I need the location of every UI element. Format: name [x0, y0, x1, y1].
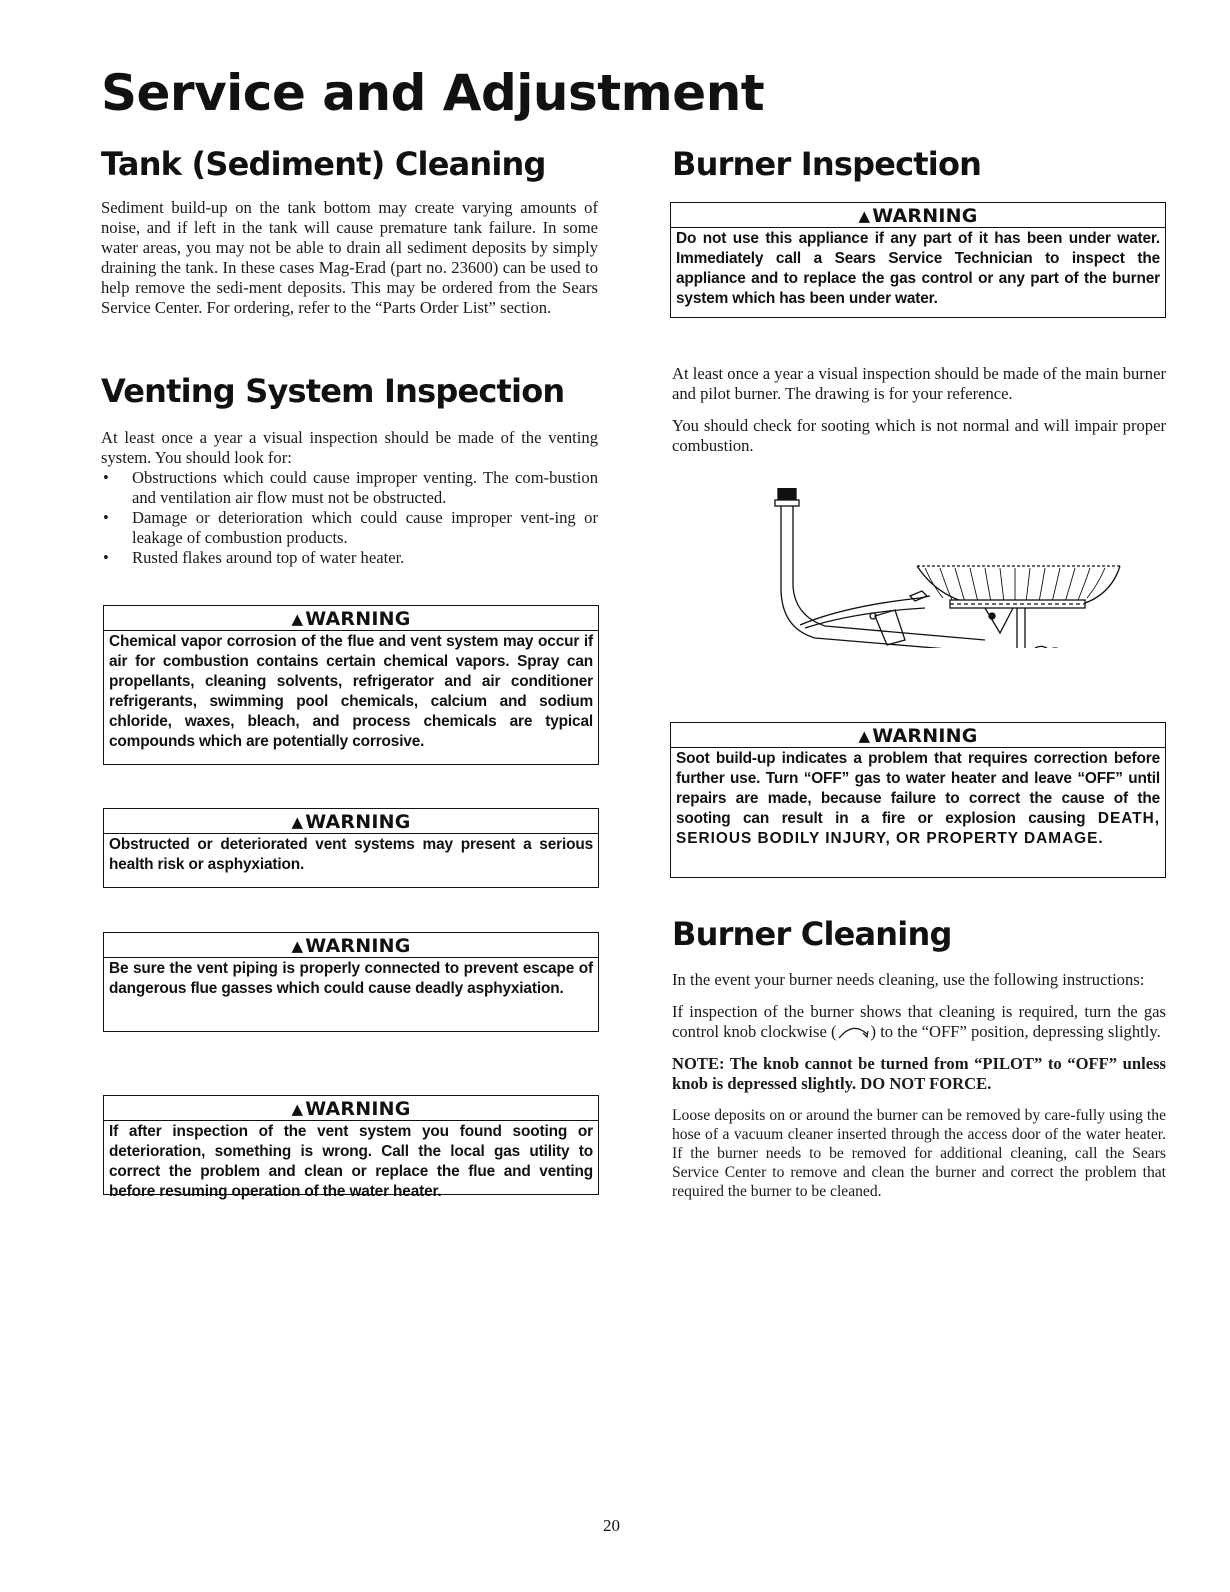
warning-text: Be sure the vent piping is properly connected to prevent escape of dangerous flue gasses which could cause deadly asphyxiation. [109, 960, 593, 997]
tank-cleaning-body [101, 198, 598, 318]
warning-box-sooting-deterioration [103, 1095, 599, 1200]
warning-header: ▲ WARNING [104, 933, 598, 958]
warning-box-under-water [670, 202, 1166, 318]
tank-cleaning-paragraph: Sediment build-up on the tank bottom may create varying amounts of noise, and if left in the tank will cause premature tank failure. In some water areas, you may not be able to drain all sediment deposits by simply draining the tank. In these cases Mag-Erad (part no. 23600) can be used to help remove the sedi-ment deposits. This may be ordered from the Sears Service Center. For ordering, refer to the “Parts Order List” section. [101, 198, 598, 317]
page-number: 20 [603, 1516, 620, 1535]
warning-triangle-icon: ▲ [858, 727, 871, 745]
burner-inspection-heading: Burner Inspection [672, 145, 982, 183]
tank-cleaning-heading: Tank (Sediment) Cleaning [101, 145, 546, 183]
warning-header: ▲ WARNING [671, 723, 1165, 748]
venting-inspection-heading: Venting System Inspection [101, 372, 565, 410]
warning-header: ▲ WARNING [104, 1096, 598, 1121]
checklist-item: • Obstructions which could cause improper venting. The com-bustion and ventilation air flow must not be obstructed. [101, 468, 598, 508]
warning-triangle-icon: ▲ [291, 937, 304, 955]
burner-inspection-para2: You should check for sooting which is not normal and will impair proper combustion. [672, 416, 1166, 455]
burner-cleaning-heading: Burner Cleaning [672, 915, 952, 953]
warning-box-obstructed-vent [103, 808, 599, 888]
warning-box-chemical-vapor [103, 605, 599, 765]
burner-cleaning-para3: Loose deposits on or around the burner can be removed by care-fully using the hose of a vacuum cleaner inserted through the access door of the water heater. If the burner needs to be removed for additional cleaning, call the Sears Service Center to remove and clean the burner and correct the problem that required the burner to be cleaned. [672, 1107, 1166, 1200]
checklist-item: • Damage or deterioration which could cause improper vent-ing or leakage of combustion products. [101, 508, 598, 548]
warning-triangle-icon: ▲ [858, 207, 871, 225]
burner-assembly-drawing [745, 488, 1125, 648]
venting-intro: At least once a year a visual inspection should be made of the venting system. You should look for: [101, 428, 598, 467]
warning-text: Obstructed or deteriorated vent systems may present a serious health risk or asphyxiation. [109, 836, 593, 873]
warning-text: Chemical vapor corrosion of the flue and vent system may occur if air for combustion contains certain chemical vapors. Spray can propellants, cleaning solvents, refrigerator and air conditioner refrigerants, swimming pool chemicals, calcium and sodium chloride, waxes, bleach, and process chemicals are typical compounds which are potentially corrosive. [109, 633, 593, 750]
venting-inspection-body [101, 428, 598, 568]
warning-text: Do not use this appliance if any part of it has been under water. Immediately call a Sears Service Technician to inspect the appliance and to replace the gas control or any part of the burner system which has been under water. [676, 230, 1160, 307]
warning-header: ▲ WARNING [104, 809, 598, 834]
clockwise-arrow-icon [837, 1025, 871, 1039]
burner-inspection-body [672, 364, 1166, 456]
warning-text: Soot build-up indicates a problem that requires correction before further use. Turn “OFF” gas to water heater and leave “OFF” until repairs are made, because failure to correct the cause of the sooting can result in a fire or explosion causing DEATH, SERIOUS BODILY INJURY, OR PROPERTY DAMAGE. [676, 750, 1160, 847]
warning-header: ▲ WARNING [104, 606, 598, 631]
burner-cleaning-para2: If inspection of the burner shows that cleaning is required, turn the gas control knob clockwise ( ) to the “OFF” position, depressing slightly. [672, 1002, 1166, 1041]
burner-cleaning-para1: In the event your burner needs cleaning, use the following instructions: [672, 970, 1145, 989]
warning-text: If after inspection of the vent system you found sooting or deterioration, something is wrong. Call the local gas utility to correct the problem and clean or replace the flue and venting before resuming operation of the water heater. [109, 1123, 593, 1200]
warning-triangle-icon: ▲ [291, 1100, 304, 1118]
warning-triangle-icon: ▲ [291, 813, 304, 831]
burner-cleaning-note: NOTE: The knob cannot be turned from “PILOT” to “OFF” unless knob is depressed slightly. DO NOT FORCE. [672, 1054, 1166, 1093]
page-title: Service and Adjustment [101, 64, 765, 122]
warning-triangle-icon: ▲ [291, 610, 304, 628]
venting-checklist [101, 468, 598, 568]
burner-cleaning-body [672, 970, 1166, 1201]
warning-box-soot-buildup [670, 722, 1166, 878]
burner-inspection-para1: At least once a year a visual inspection should be made of the main burner and pilot burner. The drawing is for your reference. [672, 364, 1166, 403]
warning-box-vent-piping [103, 932, 599, 1032]
checklist-item: • Rusted flakes around top of water heater. [101, 548, 598, 568]
warning-caps-text: DEATH, SERIOUS BODILY INJURY, OR PROPERTY DAMAGE. [676, 810, 1160, 847]
warning-header: ▲ WARNING [671, 203, 1165, 228]
